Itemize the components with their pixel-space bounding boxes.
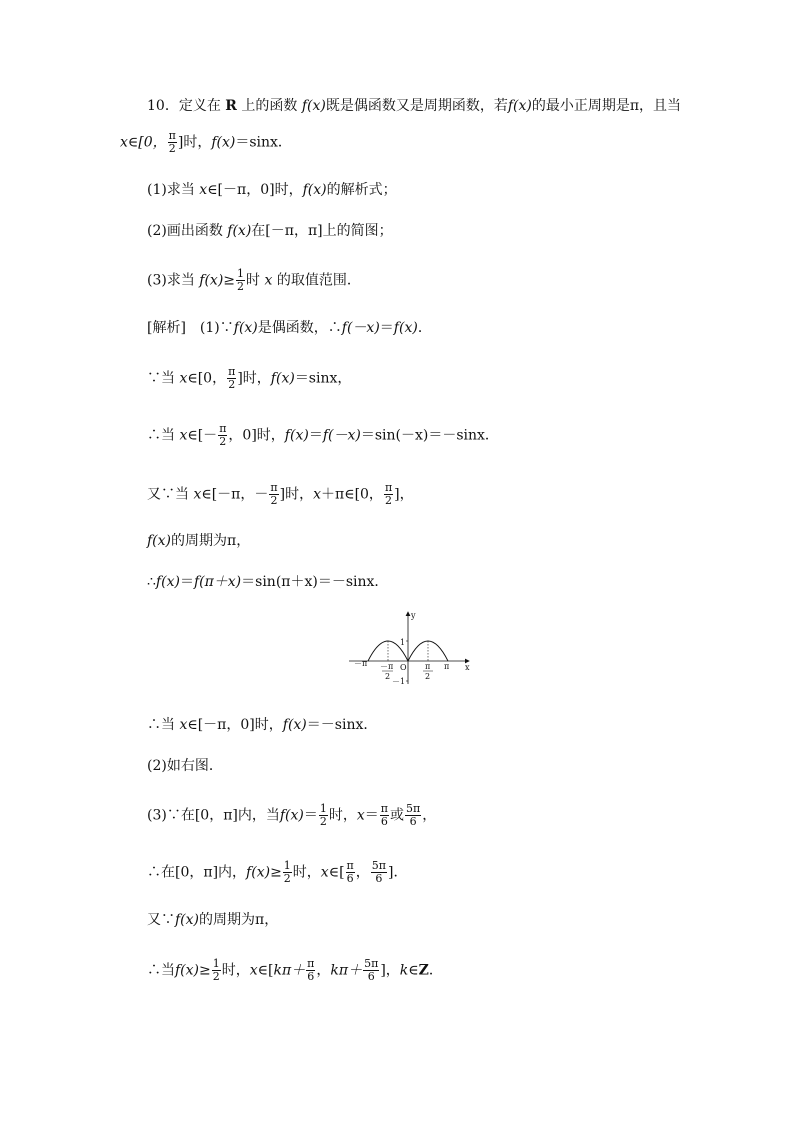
- label-neg-one: －1: [392, 677, 406, 686]
- solution-line-3: ∴当 x∈[－ $\frac{\pi}{2}$ ，0]时，f(x)＝f(－x)＝sin(－x)＝－sinx．: [147, 422, 499, 448]
- solution-line-6: ∴f(x)＝f(π＋x)＝sin(π＋x)＝－sinx．: [147, 574, 389, 590]
- fraction: $\frac{1}{2}$: [237, 267, 245, 293]
- fraction: $\frac{\pi}{2}$: [219, 422, 227, 448]
- y-label: y: [411, 611, 416, 620]
- fraction: $\frac{1}{2}$: [283, 859, 291, 885]
- solution-line-1: [解析] (1)∵f(x)是偶函数，∴f(－x)＝f(x)．: [147, 320, 432, 336]
- fraction: $\frac{5\pi}{6}$: [364, 957, 379, 983]
- solution-line-11: 又∵f(x)的周期为π，: [147, 912, 279, 928]
- solution-line-5: f(x)的周期为π，: [147, 533, 251, 549]
- label-neg-half-pi-num: －π: [380, 662, 394, 671]
- label-neg-half-pi-den: 2: [385, 672, 391, 681]
- label-origin: O: [400, 663, 407, 672]
- question-2: (2)画出函数 f(x)在[－π，π]上的简图；: [147, 223, 393, 239]
- question-1: (1)求当 x∈[－π，0]时，f(x)的解析式；: [147, 182, 397, 198]
- label-one: 1: [400, 638, 406, 647]
- fraction: $\frac{5\pi}{6}$: [406, 802, 421, 828]
- problem-line-2: x∈[0， $\frac{\pi}{2}$ ]时，f(x)＝sinx．: [120, 129, 292, 155]
- problem-line-1: 10．定义在 R 上的函数 f(x)既是偶函数又是周期函数，若f(x)的最小正周期是π，且当: [147, 98, 682, 114]
- fraction: $\frac{\pi}{6}$: [380, 802, 389, 828]
- fraction: $\frac{1}{2}$: [212, 957, 220, 983]
- label-neg-pi: －π: [354, 659, 368, 668]
- solution-line-2: ∵当 x∈[0， $\frac{\pi}{2}$ ]时，f(x)＝sinx，: [147, 365, 352, 391]
- fraction: $\frac{1}{2}$: [319, 802, 327, 828]
- label-half-pi-num: π: [425, 662, 431, 671]
- solution-line-12: ∴当f(x)≥ $\frac{1}{2}$ 时，x∈[kπ＋ $\frac{\pi}{6}$ ，kπ＋ $\frac{5\pi}{6}$ ]，k∈Z．: [147, 957, 443, 983]
- fraction: $\frac{\pi}{2}$: [228, 365, 236, 391]
- fraction: $\frac{\pi}{6}$: [346, 859, 354, 885]
- fraction: $\frac{5\pi}{6}$: [371, 859, 386, 885]
- fraction: $\frac{\pi}{2}$: [384, 481, 393, 507]
- fraction: $\frac{\pi}{2}$: [270, 481, 278, 507]
- fraction: $\frac{\pi}{6}$: [307, 957, 315, 983]
- function-graph: [345, 608, 473, 686]
- solution-line-4: 又∵当 x∈[－π，－ $\frac{\pi}{2}$ ]时，x＋π∈[0， $\frac{\pi}{2}$ ]，: [147, 481, 414, 507]
- x-label: x: [465, 663, 470, 672]
- solution-line-8: (2)如右图．: [147, 758, 223, 774]
- solution-line-9: (3)∵在[0，π]内，当f(x)＝ $\frac{1}{2}$ 时，x＝ $\frac{\pi}{6}$ 或 $\frac{5\pi}{6}$ ，: [147, 802, 437, 828]
- solution-line-10: ∴在[0，π]内，f(x)≥ $\frac{1}{2}$ 时，x∈[ $\frac{\pi}{6}$ ， $\frac{5\pi}{6}$ ]．: [147, 859, 408, 885]
- solution-line-7: ∴当 x∈[－π，0]时，f(x)＝－sinx．: [147, 717, 378, 733]
- label-half-pi-den: 2: [425, 672, 431, 681]
- question-3: (3)求当 f(x)≥ $\frac{1}{2}$ 时 x 的取值范围．: [147, 267, 361, 293]
- label-pi: π: [444, 662, 450, 671]
- fraction: $\frac{\pi}{2}$: [168, 129, 176, 155]
